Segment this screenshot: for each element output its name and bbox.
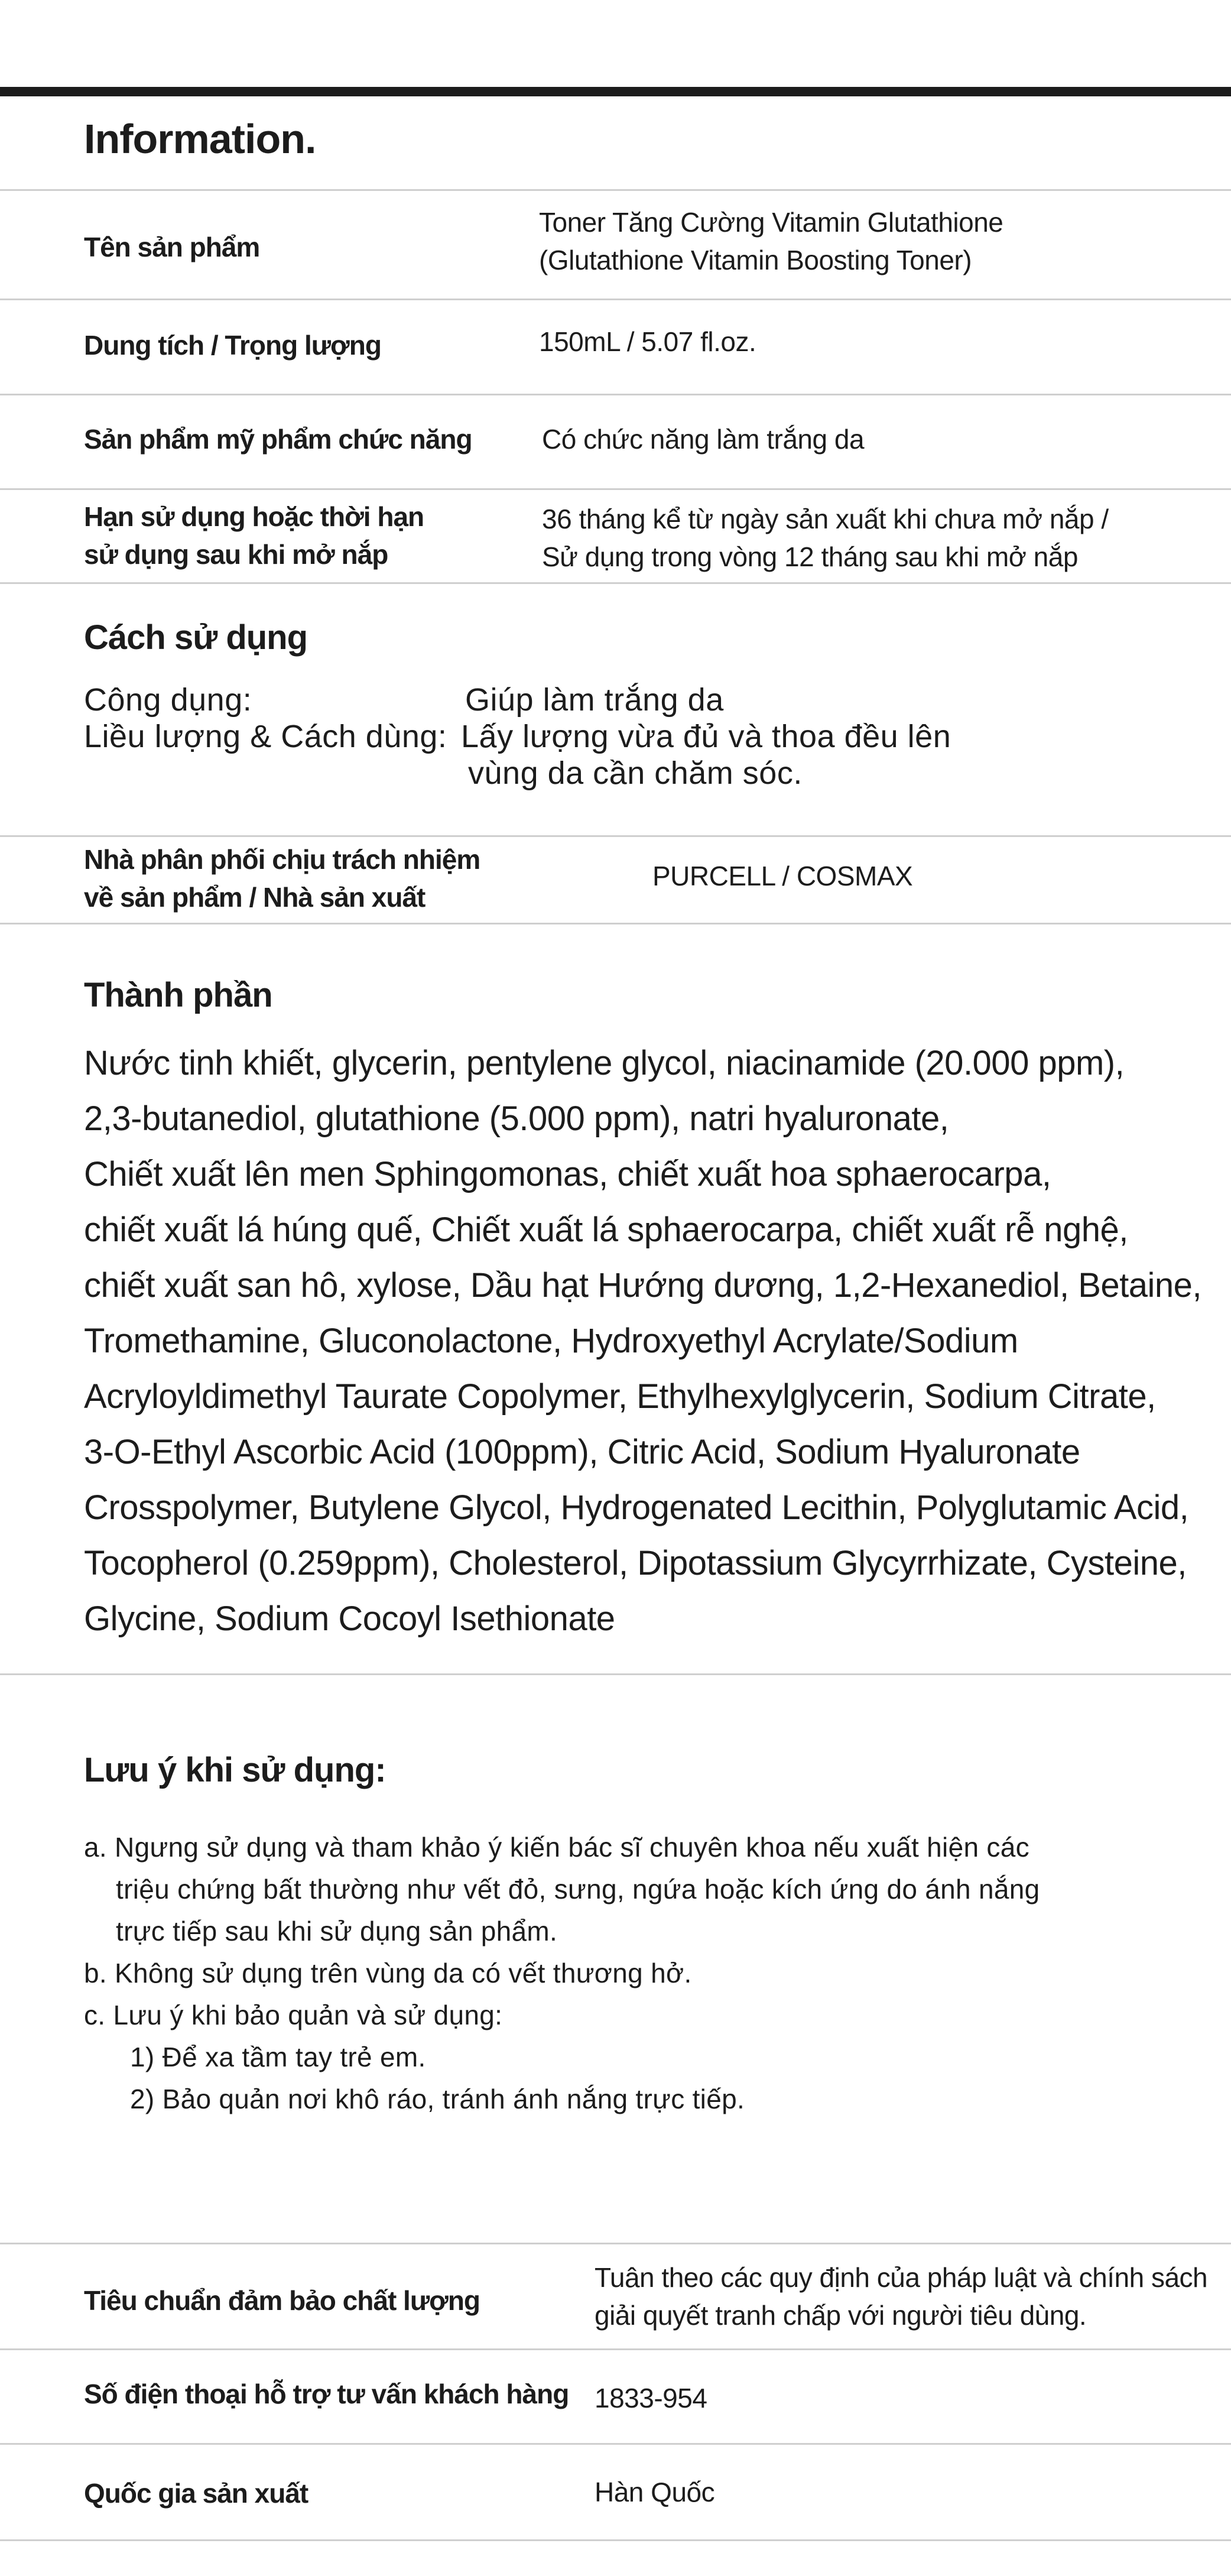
functional-cosmetic-label: Sản phẩm mỹ phẩm chức năng	[84, 424, 472, 455]
note-b: b. Không sử dụng trên vùng da có vết thương hở.	[84, 1958, 692, 1988]
divider	[0, 1673, 1231, 1675]
ingredients-line: Crosspolymer, Butylene Glycol, Hydrogenated Lecithin, Polyglutamic Acid,	[84, 1488, 1189, 1527]
ingredients-line: 3-O-Ethyl Ascorbic Acid (100ppm), Citric Acid, Sodium Hyaluronate	[84, 1433, 1080, 1471]
note-c: c. Lưu ý khi bảo quản và sử dụng:	[84, 2000, 503, 2030]
product-name-label: Tên sản phẩm	[84, 232, 260, 262]
ingredients-line: Nước tinh khiết, glycerin, pentylene glycol, niacinamide (20.000 ppm),	[84, 1044, 1125, 1082]
divider	[0, 2348, 1231, 2350]
functional-cosmetic-value: Có chức năng làm trắng da	[542, 424, 865, 455]
volume-label: Dung tích / Trọng lượng	[84, 330, 381, 361]
notes-title: Lưu ý khi sử dụng:	[84, 1751, 386, 1789]
distributor-label: Nhà phân phối chịu trách nhiệm về sản phẩm / Nhà sản xuất	[84, 844, 480, 913]
divider	[0, 923, 1231, 924]
ingredients-line: Tocopherol (0.259ppm), Cholesterol, Dipotassium Glycyrrhizate, Cysteine,	[84, 1544, 1187, 1582]
ingredients-line: chiết xuất lá húng quế, Chiết xuất lá sphaerocarpa, chiết xuất rễ nghệ,	[84, 1211, 1128, 1249]
divider	[0, 488, 1231, 490]
support-phone-label: Số điện thoại hỗ trợ tư vấn khách hàng	[84, 2379, 569, 2409]
note-c2: 2) Bảo quản nơi khô ráo, tránh ánh nắng trực tiếp.	[130, 2084, 745, 2114]
volume-value: 150mL / 5.07 fl.oz.	[539, 326, 756, 357]
support-phone-value: 1833-954	[595, 2383, 707, 2413]
notes-list	[84, 1826, 1040, 2120]
usage-title: Cách sử dụng	[84, 618, 308, 657]
note-c1: 1) Để xa tầm tay trẻ em.	[130, 2042, 426, 2072]
distributor-value: PURCELL / COSMAX	[652, 861, 913, 891]
divider	[0, 299, 1231, 300]
ingredients-line: Chiết xuất lên men Sphingomonas, chiết xuất hoa sphaerocarpa,	[84, 1155, 1051, 1193]
information-title: Information.	[84, 116, 316, 162]
usage-function-value: Giúp làm trắng da	[465, 682, 724, 718]
origin-country-label: Quốc gia sản xuất	[84, 2478, 308, 2509]
quality-standard-label: Tiêu chuẩn đảm bảo chất lượng	[84, 2285, 480, 2316]
note-a: a. Ngưng sử dụng và tham khảo ý kiến bác sĩ chuyên khoa nếu xuất hiện các	[84, 1832, 1029, 1863]
note-a-cont: triệu chứng bất thường như vết đỏ, sưng, ngứa hoặc kích ứng do ánh nắng	[116, 1874, 1040, 1905]
note-a-cont: trực tiếp sau khi sử dụng sản phẩm.	[116, 1916, 558, 1946]
expiry-label: Hạn sử dụng hoặc thời hạn sử dụng sau khi mở nắp	[84, 501, 424, 570]
divider	[0, 835, 1231, 837]
ingredients-line: chiết xuất san hô, xylose, Dầu hạt Hướng dương, 1,2-Hexanediol, Betaine,	[84, 1266, 1202, 1305]
usage-function-label: Công dụng:	[84, 682, 252, 718]
divider	[0, 2243, 1231, 2244]
divider	[0, 2443, 1231, 2445]
origin-country-value: Hàn Quốc	[595, 2477, 715, 2507]
quality-standard-value: Tuân theo các quy định của pháp luật và chính sách giải quyết tranh chấp với người tiêu dùng.	[595, 2262, 1208, 2331]
ingredients-line: Acryloyldimethyl Taurate Copolymer, Ethylhexylglycerin, Sodium Citrate,	[84, 1377, 1156, 1416]
ingredients-list	[84, 1036, 1207, 1647]
expiry-value: 36 tháng kể từ ngày sản xuất khi chưa mở nắp / Sử dụng trong vòng 12 tháng sau khi mở nắp	[542, 504, 1109, 572]
ingredients-line: Tromethamine, Gluconolactone, Hydroxyethyl Acrylate/Sodium	[84, 1322, 1018, 1360]
divider	[0, 582, 1231, 584]
divider	[0, 189, 1231, 191]
ingredients-line: 2,3-butanediol, glutathione (5.000 ppm), natri hyaluronate,	[84, 1099, 949, 1138]
ingredients-title: Thành phần	[84, 976, 272, 1014]
divider	[0, 2539, 1231, 2541]
divider	[0, 394, 1231, 395]
top-divider-bar	[0, 87, 1231, 96]
ingredients-line: Glycine, Sodium Cocoyl Isethionate	[84, 1600, 615, 1638]
usage-dosage-label: Liều lượng & Cách dùng:	[84, 719, 447, 754]
usage-dosage-value: Lấy lượng vừa đủ và thoa đều lên vùng da cần chăm sóc.	[461, 719, 951, 791]
product-name-value: Toner Tăng Cường Vitamin Glutathione (Glutathione Vitamin Boosting Toner)	[539, 207, 1003, 275]
